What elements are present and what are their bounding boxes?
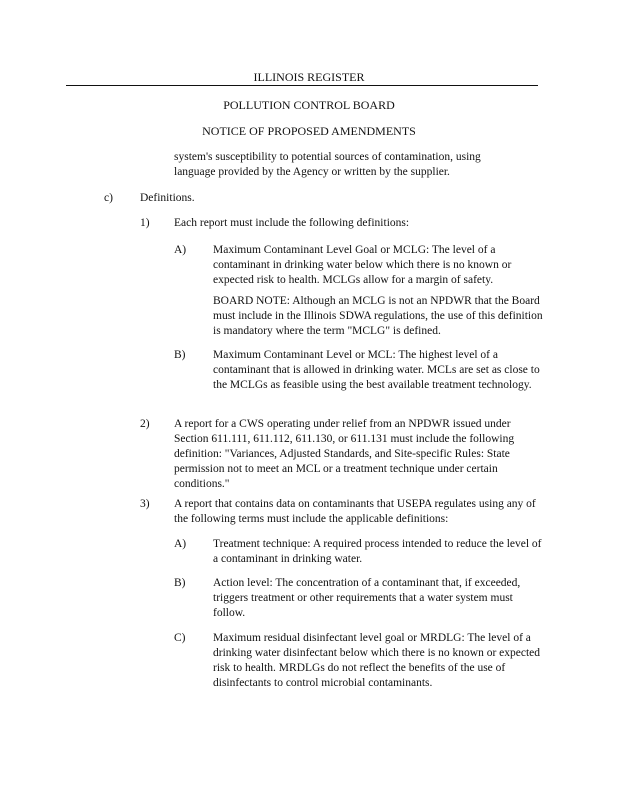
item-3-label: 3) (140, 498, 150, 510)
item-3b-text: Action level: The concentration of a contaminant that, if exceeded, triggers treatment or other requirements that a water system must follow. (213, 577, 521, 619)
item-1b-text: Maximum Contaminant Level or MCL: The highest level of a contaminant that is allowed in drinking water. MCLs are set as close to the MCLGs as feasible using the best available treatment technology. (213, 349, 540, 391)
item-3a-label: A) (174, 538, 187, 550)
board-note: BOARD NOTE: Although an MCLG is not an NPDWR that the Board must include in the Illinois SDWA regulations, the use of this definition is mandatory where the term "MCLG" is defined. (213, 295, 543, 337)
item-3b-label: B) (174, 577, 186, 589)
section-c-title: Definitions. (140, 192, 195, 204)
section-c-label: c) (104, 192, 113, 204)
item-3c-label: C) (174, 632, 186, 644)
item-1-text: Each report must include the following definitions: (174, 217, 410, 229)
item-2-text: A report for a CWS operating under relief from an NPDWR issued under Section 611.111, 611.112, 611.130, or 611.131 must include the following definition: "Variances, Adjusted Standards, and Site-specific Rules: State permission not to meet an MCL or a treatment technique under certain conditions." (174, 418, 515, 490)
item-1b-label: B) (174, 349, 186, 361)
item-1-label: 1) (140, 217, 150, 229)
item-3a-text: Treatment technique: A required process intended to reduce the level of a contaminant in drinking water. (213, 538, 542, 565)
notice-title: NOTICE OF PROPOSED AMENDMENTS (202, 124, 416, 138)
item-1a-label: A) (174, 244, 187, 256)
register-title: ILLINOIS REGISTER (253, 70, 365, 84)
item-1a-text: Maximum Contaminant Level Goal or MCLG: The level of a contaminant in drinking water below which there is no known or expected risk to health. MCLGs allow for a margin of safety. (213, 244, 512, 286)
item-2-label: 2) (140, 418, 150, 430)
item-3-text: A report that contains data on contaminants that USEPA regulates using any of the following terms must include the applicable definitions: (174, 498, 536, 525)
board-title: POLLUTION CONTROL BOARD (223, 98, 395, 112)
header-rule (66, 85, 538, 86)
intro-paragraph: system's susceptibility to potential sources of contamination, using language provided by the Agency or written by the supplier. (174, 151, 481, 178)
item-3c-text: Maximum residual disinfectant level goal or MRDLG: The level of a drinking water disinfectant below which there is no known or expected risk to health. MRDLGs do not reflect the benefits of the use of disinfectants to control microbial contaminants. (213, 632, 541, 689)
